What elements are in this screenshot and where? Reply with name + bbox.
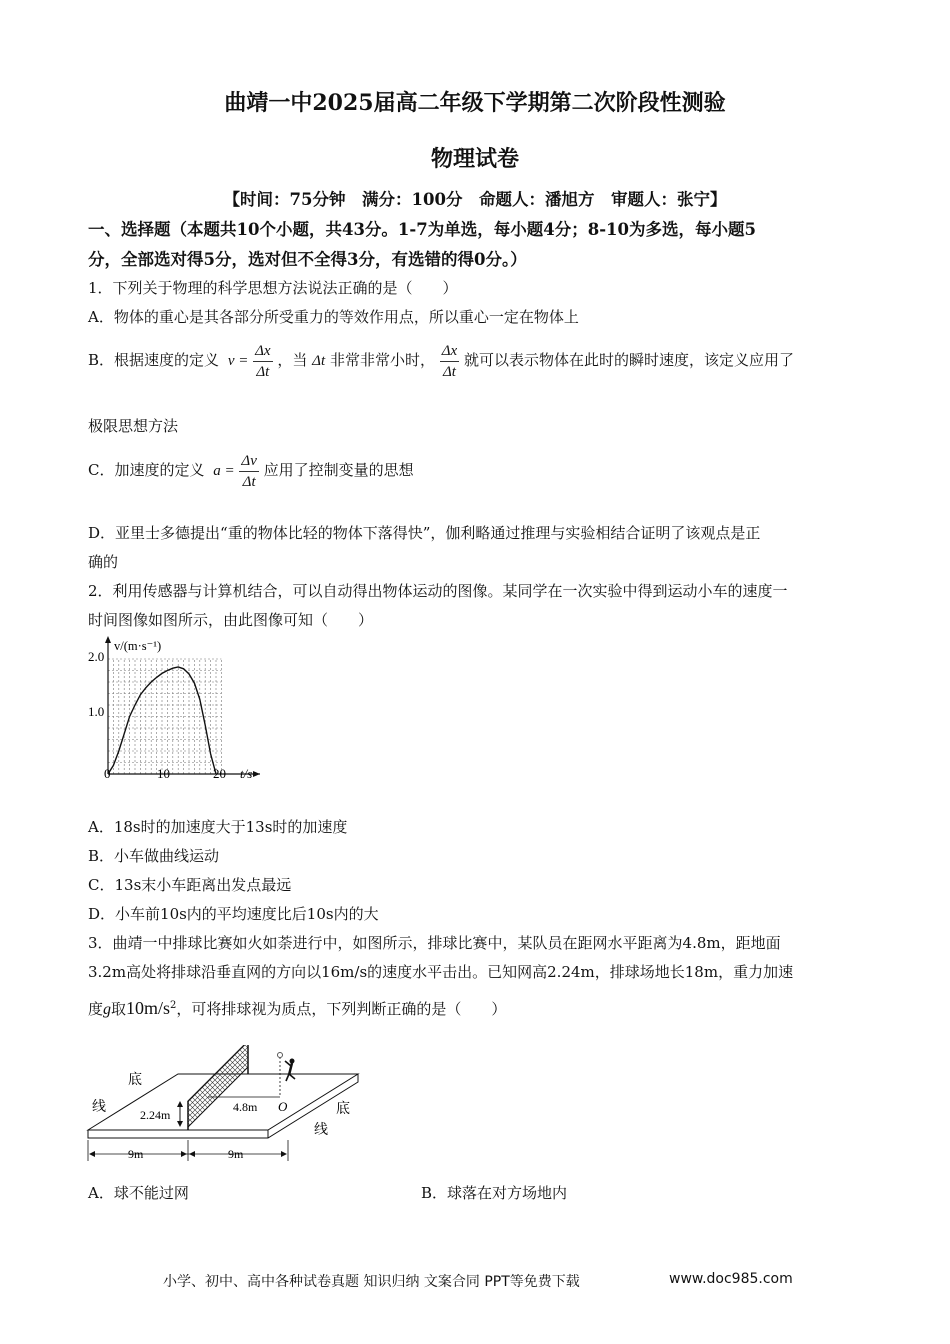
q3-stem-line1: 3．曲靖一中排球比赛如火如荼进行中，如图所示，排球比赛中，某队员在距网水平距离为4.8m，距地面 <box>88 934 781 952</box>
q3-option-a: A．球不能过网 <box>88 1184 189 1202</box>
page-title: 曲靖一中2025届高二年级下学期第二次阶段性测验 <box>224 90 726 116</box>
q1-c-post: 应用了控制变量的思想 <box>263 461 414 479</box>
footer-url[interactable]: www.doc985.com <box>669 1271 793 1287</box>
q1-b-post: 就可以表示物体在此时的瞬时速度，该定义应用了 <box>463 351 794 369</box>
point-o-label: O <box>278 1099 288 1114</box>
x-axis-arrow <box>253 771 260 777</box>
x-tick-20: 20 <box>213 766 226 781</box>
distance-label: 4.8m <box>233 1100 258 1114</box>
q1-option-d-line1: D．亚里士多德提出“重的物体比轻的物体下落得快”，伽利略通过推理与实验相结合证明了该观点是正 <box>88 524 761 542</box>
q1-b-fraction: $\frac{\Delta x}{\Delta t}$ <box>255 342 271 380</box>
player-icon <box>285 1059 295 1082</box>
x-tick-0: 0 <box>104 766 111 781</box>
footer-text: 小学、初中、高中各种试卷真题 知识归纳 文案合同 PPT等免费下载 <box>163 1274 580 1290</box>
length-label-2: 9m <box>228 1147 244 1161</box>
q2-stem-line2: 时间图像如图所示，由此图像可知（ ） <box>88 611 374 629</box>
q1-option-d-line2: 确的 <box>88 553 119 571</box>
q1-b-dt: Δt <box>312 353 326 369</box>
net-height-label: 2.24m <box>140 1108 171 1122</box>
y-tick-2: 2.0 <box>88 649 105 664</box>
q1-b-fraction2: $\frac{\Delta x}{\Delta t}$ <box>441 342 458 380</box>
x-tick-10: 10 <box>157 766 170 781</box>
baseline-label-di2: 底 <box>336 1102 350 1117</box>
baseline-label-xian2: 线 <box>314 1123 328 1138</box>
q2-stem-line1: 2．利用传感器与计算机结合，可以自动得出物体运动的图像。某同学在一次实验中得到运动小车的速度一 <box>88 582 788 600</box>
section-heading-line2: 分，全部选对得5分，选对但不全得3分，有选错的得0分。） <box>88 250 527 269</box>
baseline-label-di: 底 <box>128 1073 142 1088</box>
q1-option-b-line2: 极限思想方法 <box>88 417 179 435</box>
q1-b-mid1: ，当 <box>277 351 308 369</box>
q1-c-eq-lhs: a = <box>213 463 235 479</box>
q1-option-b <box>88 340 794 382</box>
q3-stem-line3: 度g取$10m/s^2$，可将排球视为质点，下列判断正确的是（ ） <box>88 998 507 1018</box>
q1-b-eq-lhs: v = <box>227 353 249 369</box>
y-axis-label: v/(m·s⁻¹) <box>114 639 162 653</box>
section-heading-line1: 一、选择题（本题共10个小题，共43分。1-7为单选，每小题4分；8-10为多选，每小题5 <box>88 220 756 239</box>
q1-c-pre: C．加速度的定义 <box>88 461 205 479</box>
q3-option-b: B．球落在对方场地内 <box>421 1184 568 1202</box>
net <box>188 1045 248 1127</box>
y-tick-1: 1.0 <box>88 704 105 719</box>
q2-option-d: D．小车前10s内的平均速度比后10s内的大 <box>88 905 379 923</box>
length-label-1: 9m <box>128 1147 144 1161</box>
q1-option-c <box>88 450 414 492</box>
q2-option-b: B．小车做曲线运动 <box>88 847 220 865</box>
q1-b-mid2: 非常非常小时， <box>329 351 435 369</box>
q2-option-a: A．18s时的加速度大于13s时的加速度 <box>88 818 348 836</box>
volleyball-court-figure <box>80 1045 370 1170</box>
q1-b-pre: B．根据速度的定义 <box>88 351 220 369</box>
x-axis-label: t/s <box>240 766 253 781</box>
page-subtitle: 物理试卷 <box>430 146 519 172</box>
y-axis-arrow <box>105 636 111 643</box>
ball-icon <box>278 1053 283 1058</box>
q3-stem-line2: 3.2m高处将排球沿垂直网的方向以16m/s的速度水平击出。已知网高2.24m，排球场地长18m，重力加速 <box>88 963 794 981</box>
chart-grid <box>108 659 221 774</box>
q2-option-c: C．13s末小车距离出发点最远 <box>88 876 292 894</box>
exam-info: 【时间：75分钟 满分：100分 命题人：潘旭方 审题人：张宁】 <box>223 190 727 209</box>
vt-graph <box>80 632 270 792</box>
q1-option-a: A．物体的重心是其各部分所受重力的等效作用点，所以重心一定在物体上 <box>88 308 579 326</box>
q1-stem: 1．下列关于物理的科学思想方法说法正确的是（ ） <box>88 279 458 297</box>
baseline-label-xian: 线 <box>92 1100 106 1115</box>
q1-c-fraction: $\frac{\Delta v}{\Delta t}$ <box>241 452 257 490</box>
